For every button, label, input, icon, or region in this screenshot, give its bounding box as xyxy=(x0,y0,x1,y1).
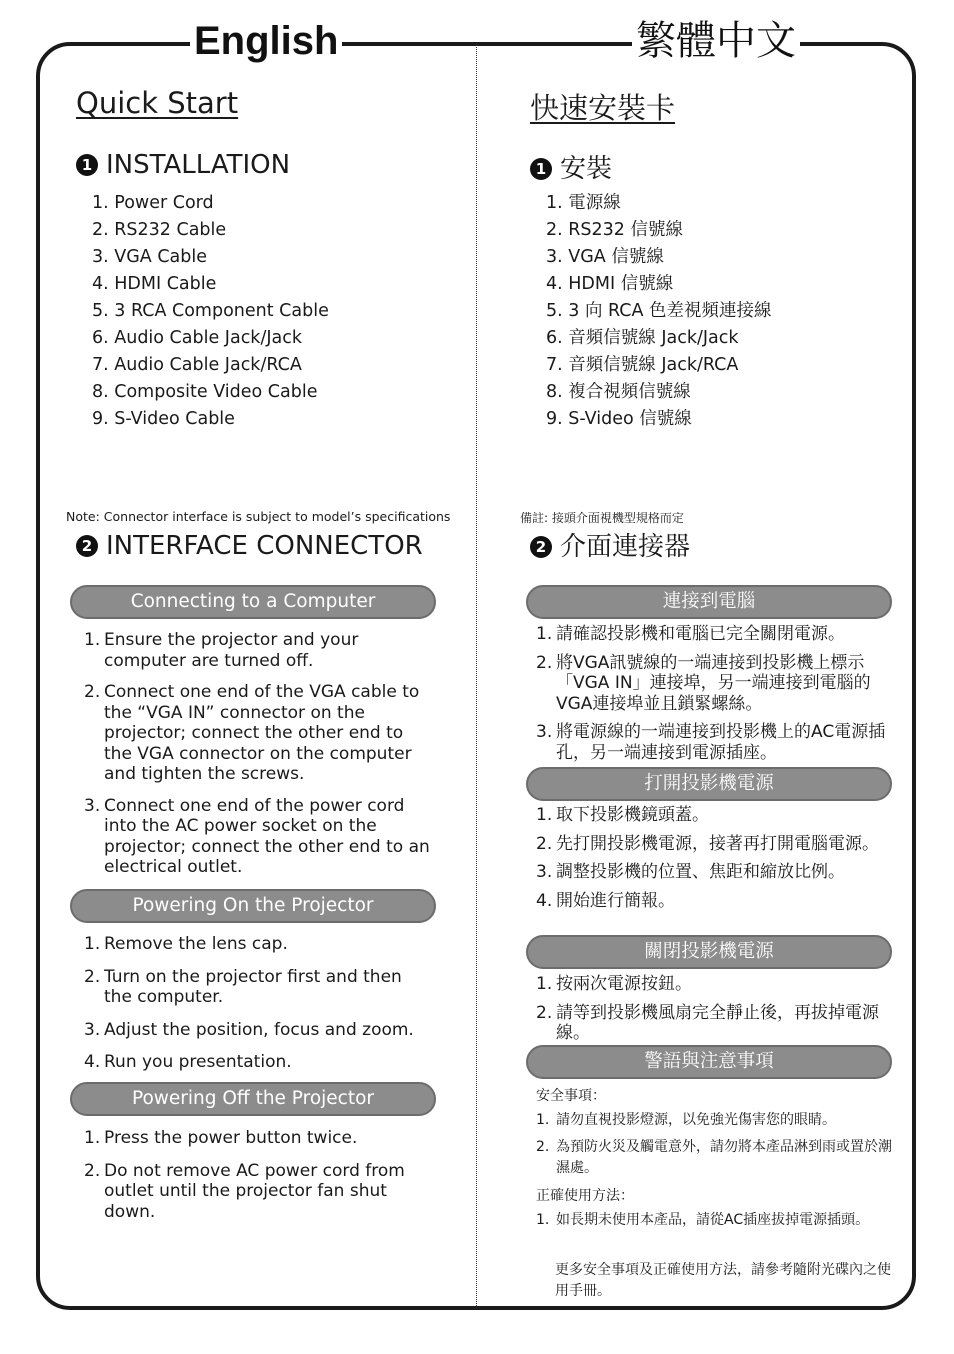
list-item: 2. 將VGA訊號線的一端連接到投影機上標示「VGA IN」連接埠，另一端連接到電腦的VGA連接埠並且鎖緊螺絲。 xyxy=(536,652,871,714)
list-item: 3. Connect one end of the power cord into the AC power socket on the projector; connect the other end to an electrical outlet. xyxy=(84,795,430,877)
list-item: 4. 開始進行簡報。 xyxy=(536,890,675,911)
list-item: 2. 先打開投影機電源，接著再打開電腦電源。 xyxy=(536,833,879,854)
list-item: 9. S-Video Cable xyxy=(92,409,235,429)
list-item: 2. 請等到投影機風扇完全靜止後，再拔掉電源線。 xyxy=(536,1002,879,1043)
power-on-steps-zh xyxy=(536,805,886,911)
warnings-banner-zh: 警語與注意事項 xyxy=(526,1045,892,1079)
list-item: 3. 將電源線的一端連接到投影機上的AC電源插孔，另一端連接到電源插座。 xyxy=(536,722,886,763)
connecting-computer-banner: Connecting to a Computer xyxy=(70,585,436,619)
number-2-icon: 2 xyxy=(76,535,98,557)
interface-title: INTERFACE CONNECTOR xyxy=(106,531,423,561)
computer-steps xyxy=(84,630,434,878)
list-item: 4. HDMI Cable xyxy=(92,274,217,294)
connecting-computer-banner-zh: 連接到電腦 xyxy=(526,585,892,619)
list-item: 5. 3 向 RCA 色差視頻連接線 xyxy=(546,301,772,321)
interface-heading-zh xyxy=(530,526,690,563)
usage-label: 正確使用方法： xyxy=(536,1188,634,1204)
list-item: 9. S-Video 信號線 xyxy=(546,409,692,429)
list-item: 2. Connect one end of the VGA cable to the “VGA IN” connector on the projector; connect the other end to the VGA connector on the computer and tighten the screws. xyxy=(84,682,420,784)
english-heading: English xyxy=(190,14,342,68)
list-item: 2. 為預防火災及觸電意外，請勿將本產品淋到雨或置於潮濕處。 xyxy=(536,1139,892,1176)
usage-list xyxy=(536,1210,892,1231)
list-item: 1. 取下投影機鏡頭蓋。 xyxy=(536,805,709,825)
installation-title-zh: 安裝 xyxy=(560,154,613,184)
list-item: 1. Press the power button twice. xyxy=(84,1128,358,1148)
list-item: 1. Power Cord xyxy=(92,193,214,213)
more-info-text: 更多安全事項及正確使用方法，請參考隨附光碟內之使用手冊。 xyxy=(555,1262,891,1299)
chinese-heading: 繁體中文 xyxy=(632,14,800,68)
list-item: 6. 音頻信號線 Jack/Jack xyxy=(546,328,739,348)
number-1-icon: 1 xyxy=(530,158,552,180)
list-item: 8. 複合視頻信號線 xyxy=(546,382,691,402)
power-off-steps-zh xyxy=(536,974,886,1044)
power-off-steps xyxy=(84,1128,434,1222)
list-item: 4. HDMI 信號線 xyxy=(546,274,674,294)
list-item: 3. VGA Cable xyxy=(92,247,208,267)
quick-start-title-zh: 快速安裝卡 xyxy=(530,91,676,125)
list-item: 1. 按兩次電源按鈕。 xyxy=(536,974,692,994)
interface-title-zh: 介面連接器 xyxy=(560,532,691,562)
list-item: 1. Remove the lens cap. xyxy=(84,934,288,954)
power-on-banner-zh: 打開投影機電源 xyxy=(526,767,892,801)
list-item: 7. 音頻信號線 Jack/RCA xyxy=(546,355,739,375)
list-item: 2. RS232 Cable xyxy=(92,220,227,240)
connector-note-zh: 備註: 接頭介面視機型規格而定 xyxy=(520,511,684,525)
list-item: 1. 電源線 xyxy=(546,193,621,213)
column-divider xyxy=(476,44,477,1308)
safety-label: 安全事項： xyxy=(536,1088,606,1104)
installation-list xyxy=(92,190,329,433)
installation-title: INSTALLATION xyxy=(106,150,291,180)
installation-heading xyxy=(76,150,290,180)
computer-steps-zh xyxy=(536,624,886,763)
installation-heading-zh xyxy=(530,148,612,185)
number-2-icon: 2 xyxy=(530,536,552,558)
connector-note: Note: Connector interface is subject to model’s specifications xyxy=(66,509,451,524)
list-item: 2. Do not remove AC power cord from outlet until the projector fan shut down. xyxy=(84,1160,405,1222)
number-1-icon: 1 xyxy=(76,154,98,176)
list-item: 4. Run you presentation. xyxy=(84,1052,292,1072)
safety-list xyxy=(536,1110,892,1179)
list-item: 5. 3 RCA Component Cable xyxy=(92,301,329,321)
list-item: 6. Audio Cable Jack/Jack xyxy=(92,328,302,348)
list-item: 1. Ensure the projector and your computer are turned off. xyxy=(84,630,359,671)
list-item: 7. Audio Cable Jack/RCA xyxy=(92,355,302,375)
quick-start-title: Quick Start xyxy=(76,86,239,120)
list-item: 8. Composite Video Cable xyxy=(92,382,318,402)
power-on-steps xyxy=(84,934,434,1073)
powering-off-banner: Powering Off the Projector xyxy=(70,1082,436,1116)
power-off-banner-zh: 關閉投影機電源 xyxy=(526,935,892,969)
list-item: 1. 請勿直視投影燈源，以免強光傷害您的眼睛。 xyxy=(536,1112,836,1128)
list-item: 3. 調整投影機的位置、焦距和縮放比例。 xyxy=(536,862,845,882)
list-item: 3. Adjust the position, focus and zoom. xyxy=(84,1019,414,1040)
interface-heading xyxy=(76,531,423,561)
powering-on-banner: Powering On the Projector xyxy=(70,889,436,923)
list-item: 2. Turn on the projector first and then the computer. xyxy=(84,966,402,1007)
list-item: 2. RS232 信號線 xyxy=(546,220,683,240)
list-item: 1. 如長期未使用本產品，請從AC插座拔掉電源插頭。 xyxy=(536,1212,870,1228)
list-item: 3. VGA 信號線 xyxy=(546,247,664,267)
installation-list-zh xyxy=(546,190,772,433)
list-item: 1. 請確認投影機和電腦已完全關閉電源。 xyxy=(536,624,845,644)
